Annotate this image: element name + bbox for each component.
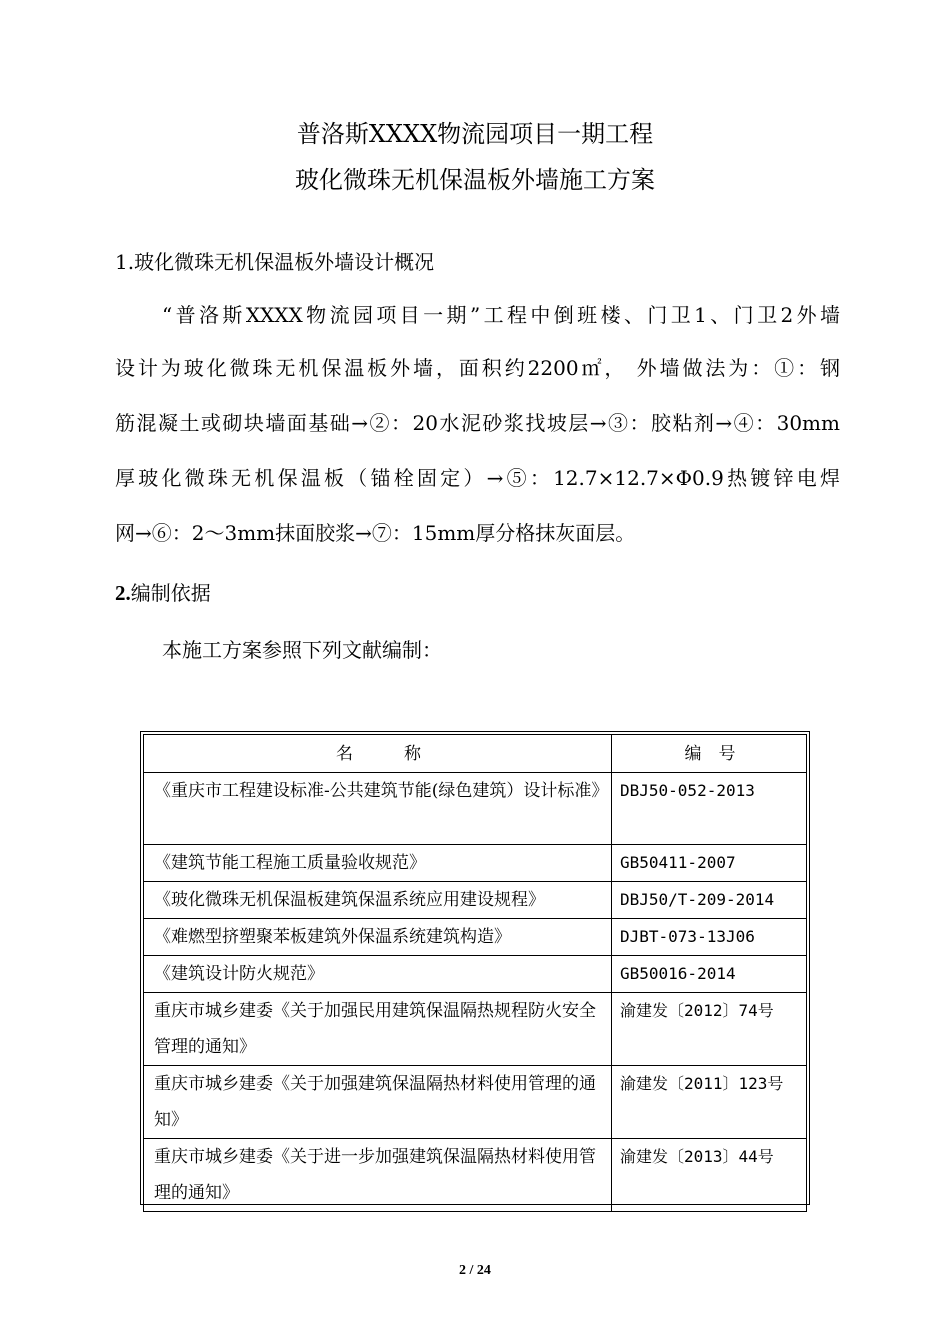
reference-name: 重庆市城乡建委《关于加强民用建筑保温隔热规程防火安全管理的通知》 — [144, 993, 612, 1066]
reference-code: DJBT-073-13J06 — [612, 919, 807, 956]
header-code: 编 号 — [612, 735, 807, 773]
section1-paragraph-line: 厚玻化微珠无机保温板（锚栓固定）→⑤：12.7×12.7×Φ0.9热镀锌电焊 — [115, 466, 840, 490]
header-name: 名 称 — [144, 735, 612, 773]
table-row — [144, 993, 807, 1066]
table-row — [144, 956, 807, 993]
table-row — [144, 1139, 807, 1212]
table-row — [144, 845, 807, 882]
reference-code: 渝建发〔2013〕44号 — [612, 1139, 807, 1212]
document-title-line1: 普洛斯XXXX物流园项目一期工程 — [296, 120, 654, 148]
section1-heading: 1.玻化微珠无机保温板外墙设计概况 — [115, 250, 435, 274]
table-header-row — [144, 735, 807, 773]
section1-paragraph-line: 筋混凝土或砌块墙面基础→②：20水泥砂浆找坡层→③：胶粘剂→④：30mm — [115, 411, 840, 435]
reference-name: 《建筑节能工程施工质量验收规范》 — [144, 845, 612, 882]
reference-code: GB50016-2014 — [612, 956, 807, 993]
section1-paragraph-line: “普洛斯XXXX物流园项目一期”工程中倒班楼、门卫1、门卫2外墙 — [162, 303, 840, 327]
reference-code: 渝建发〔2011〕123号 — [612, 1066, 807, 1139]
reference-code: DBJ50/T-209-2014 — [612, 882, 807, 919]
reference-code: 渝建发〔2012〕74号 — [612, 993, 807, 1066]
reference-name: 重庆市城乡建委《关于加强建筑保温隔热材料使用管理的通知》 — [144, 1066, 612, 1139]
references-table-frame — [140, 731, 810, 1205]
reference-name: 重庆市城乡建委《关于进一步加强建筑保温隔热材料使用管理的通知》 — [144, 1139, 612, 1212]
section2-heading — [115, 578, 211, 608]
reference-name: 《建筑设计防火规范》 — [144, 956, 612, 993]
table-row — [144, 773, 807, 845]
section1-paragraph-line: 设计为玻化微珠无机保温板外墙，面积约2200㎡， 外墙做法为：①：钢 — [115, 356, 840, 380]
document-title-line2: 玻化微珠无机保温板外墙施工方案 — [295, 166, 655, 194]
section2-heading-number: 2. — [115, 581, 131, 605]
reference-name: 《重庆市工程建设标准-公共建筑节能(绿色建筑）设计标准》 — [144, 773, 612, 845]
section1-paragraph-line: 网→⑥：2～3mm抹面胶浆→⑦：15mm厚分格抹灰面层。 — [115, 521, 636, 545]
reference-name: 《玻化微珠无机保温板建筑保温系统应用建设规程》 — [144, 882, 612, 919]
reference-code: DBJ50-052-2013 — [612, 773, 807, 845]
references-table — [143, 734, 807, 1212]
table-row — [144, 1066, 807, 1139]
section2-heading-text: 编制依据 — [130, 581, 211, 605]
reference-name: 《难燃型挤塑聚苯板建筑外保温系统建筑构造》 — [144, 919, 612, 956]
section2-intro: 本施工方案参照下列文献编制： — [162, 638, 442, 662]
table-row — [144, 919, 807, 956]
table-row — [144, 882, 807, 919]
reference-code: GB50411-2007 — [612, 845, 807, 882]
page-number: 2 / 24 — [459, 1263, 491, 1278]
